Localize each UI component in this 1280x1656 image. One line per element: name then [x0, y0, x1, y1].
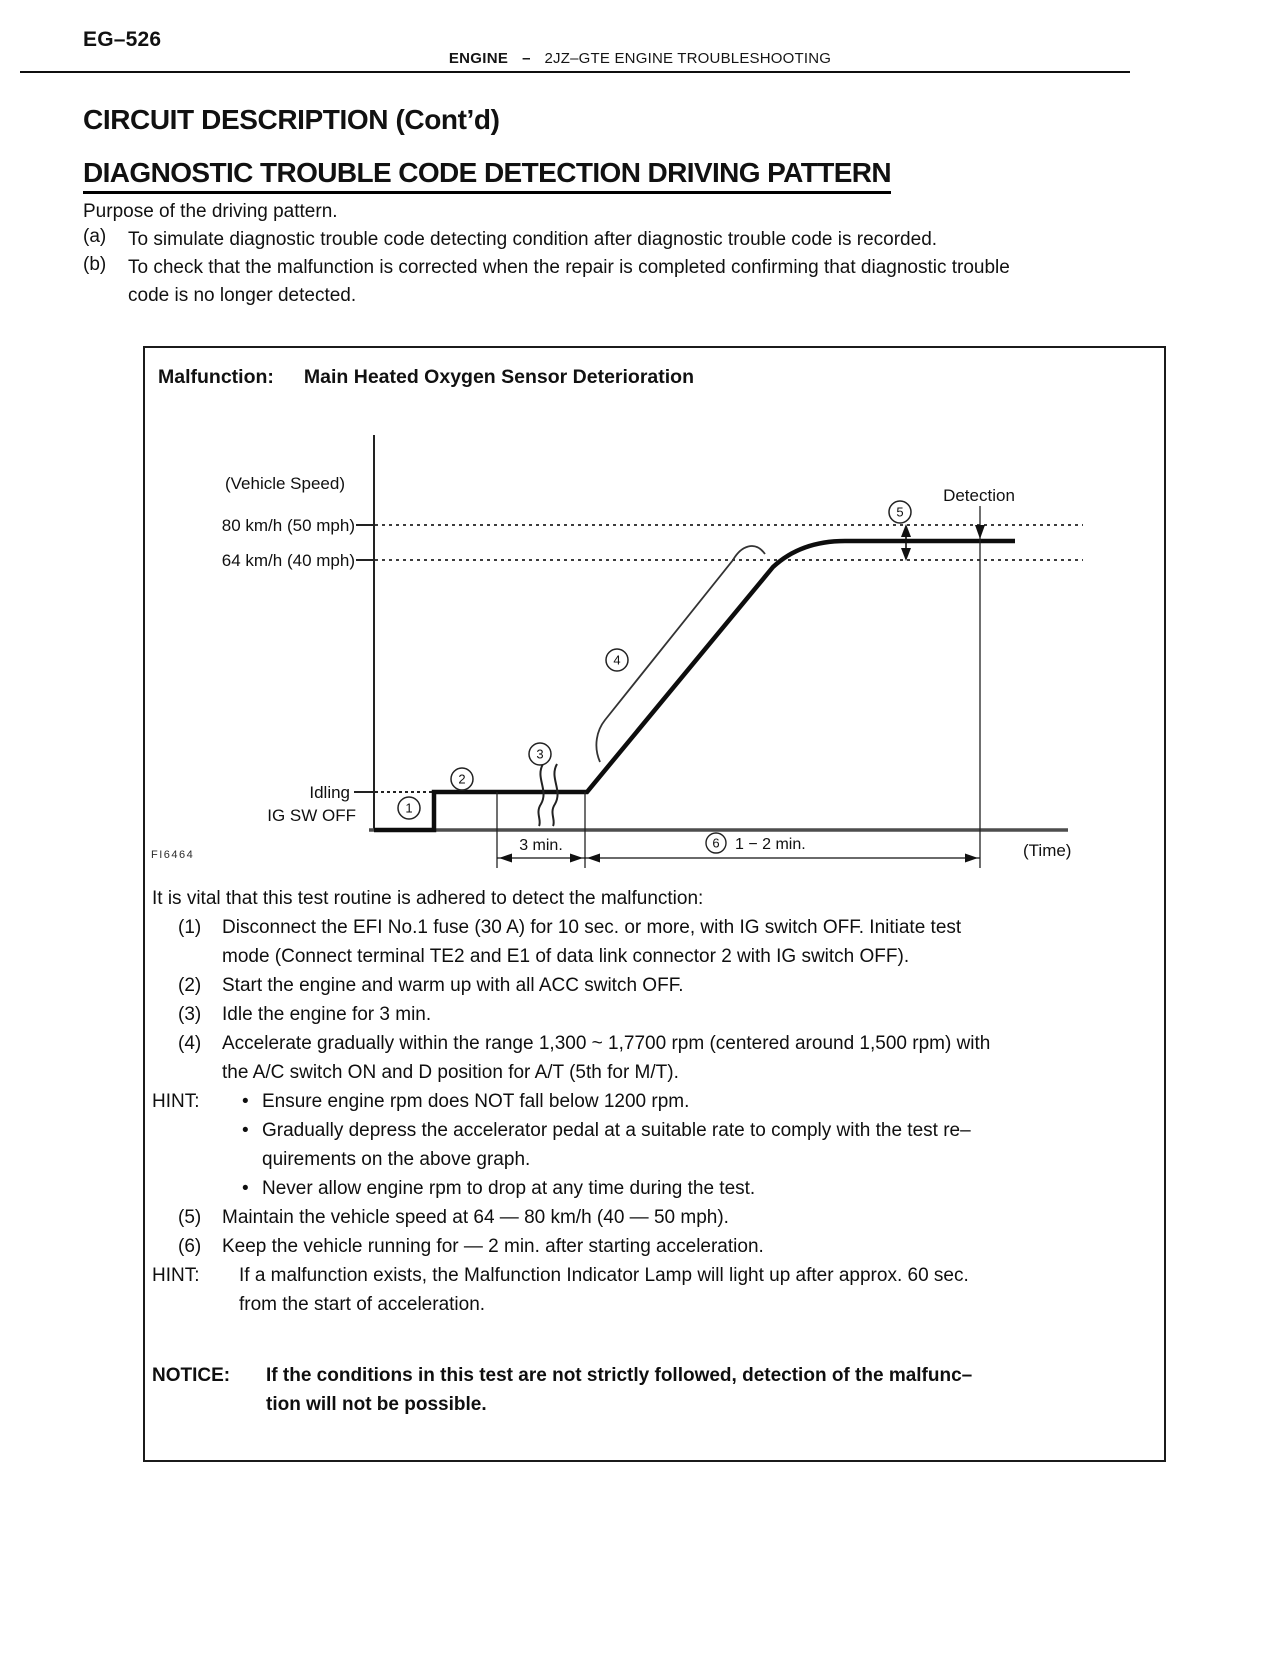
duration-idle-label: 3 min. — [519, 837, 563, 854]
idling-label: Idling — [309, 783, 350, 802]
dim-arrowhead-left — [499, 854, 512, 863]
page-title: CIRCUIT DESCRIPTION (Cont’d) — [83, 104, 500, 135]
purpose-item-a-label: (a) — [83, 226, 107, 247]
purpose-item-b-text-1: To check that the malfunction is corrected when the repair is completed confirming that diagnostic trouble — [128, 257, 1010, 278]
hint-text: If a malfunction exists, the Malfunction Indicator Lamp will light up after approx. 60 sec. — [239, 1265, 969, 1286]
svg-text:3: 3 — [536, 746, 544, 762]
notice-label: NOTICE: — [152, 1365, 231, 1386]
step-text: Idle the engine for 3 min. — [222, 1004, 432, 1025]
hint-text: quirements on the above graph. — [262, 1149, 531, 1170]
procedure-step-3 — [152, 1000, 1157, 1029]
step-label: (4) — [178, 1033, 202, 1054]
speed-80-label: 80 km/h (50 mph) — [221, 516, 355, 535]
time-axis-label: (Time) — [1023, 841, 1072, 860]
dim-arrowhead-right — [570, 854, 583, 863]
driving-pattern-chart — [143, 420, 1166, 880]
section-title-text: DIAGNOSTIC TROUBLE CODE DETECTION DRIVING PATTERN — [83, 157, 891, 194]
hint-text: Gradually depress the accelerator pedal at a suitable rate to comply with the test re– — [262, 1120, 971, 1141]
step-marker-2 — [451, 768, 473, 790]
svg-text:4: 4 — [613, 652, 621, 668]
step-text: Keep the vehicle running for — 2 min. after starting acceleration. — [222, 1236, 764, 1257]
hint-block-2 — [152, 1261, 1157, 1319]
step-text: Start the engine and warm up with all ACC switch OFF. — [222, 975, 684, 996]
hint-bullet-3 — [239, 1174, 1157, 1203]
bullet-icon: • — [242, 1091, 249, 1112]
header-rule — [20, 71, 1130, 73]
section-title — [83, 157, 891, 194]
bullet-icon: • — [242, 1120, 249, 1141]
step-marker-1 — [398, 797, 420, 819]
dim-arrowhead-right — [965, 854, 978, 863]
running-header-separator: – — [522, 50, 531, 67]
bullet-icon: • — [242, 1178, 249, 1199]
procedure-step-6 — [152, 1232, 1157, 1261]
detection-label: Detection — [943, 486, 1015, 505]
notice-block — [152, 1361, 1157, 1419]
svg-text:5: 5 — [896, 504, 904, 520]
axis-break-mark — [538, 764, 543, 826]
procedure-intro: It is vital that this test routine is adhered to detect the malfunction: — [152, 888, 704, 909]
figure-code: FI6464 — [151, 849, 195, 861]
y-axis-label: (Vehicle Speed) — [224, 474, 346, 493]
step-label: (1) — [178, 917, 202, 938]
hint-bullet-1 — [239, 1087, 1157, 1116]
purpose-item-b-text-2: code is no longer detected. — [128, 285, 357, 306]
step-text: Disconnect the EFI No.1 fuse (30 A) for 10 sec. or more, with IG switch OFF. Initiate test — [222, 917, 962, 938]
step-marker-3 — [529, 743, 551, 765]
step-label: (5) — [178, 1207, 202, 1228]
step-text: Accelerate gradually within the range 1,300 ~ 1,7700 rpm (centered around 1,500 rpm) with — [222, 1033, 991, 1054]
procedure-text — [152, 884, 1157, 1419]
procedure-step-4 — [152, 1029, 1157, 1087]
step-marker-6 — [706, 833, 726, 853]
hint-bullet-2 — [239, 1116, 1157, 1174]
duration-run-label: 1 − 2 min. — [735, 836, 806, 853]
figure-title — [158, 366, 694, 389]
step-text: Maintain the vehicle speed at 64 — 80 km/h (40 — 50 mph). — [222, 1207, 729, 1228]
step-text: mode (Connect terminal TE2 and E1 of data link connector 2 with IG switch OFF). — [222, 946, 910, 967]
svg-text:1: 1 — [405, 800, 413, 816]
procedure-step-5 — [152, 1203, 1157, 1232]
purpose-item-a-text: To simulate diagnostic trouble code detecting condition after diagnostic trouble code is recorded. — [128, 229, 938, 250]
procedure-step-1 — [152, 913, 1157, 971]
purpose-item-b-label: (b) — [83, 254, 107, 275]
dim-arrowhead-left — [587, 854, 600, 863]
hint-label: HINT: — [152, 1091, 200, 1112]
running-header — [0, 50, 1280, 67]
hint-text: Never allow engine rpm to drop at any time during the test. — [262, 1178, 756, 1199]
hint-block-1 — [152, 1087, 1157, 1203]
purpose-item-a — [83, 226, 1213, 254]
svg-text:6: 6 — [712, 835, 720, 851]
purpose-intro: Purpose of the driving pattern. — [83, 201, 338, 222]
malfunction-name: Main Heated Oxygen Sensor Deterioration — [303, 366, 695, 388]
notice-text: If the conditions in this test are not strictly followed, detection of the malfunc– — [266, 1365, 973, 1386]
speed-64-label: 64 km/h (40 mph) — [221, 551, 355, 570]
hint-label: HINT: — [152, 1265, 200, 1286]
malfunction-label: Malfunction: — [158, 366, 274, 388]
step-text: the A/C switch ON and D position for A/T (5th for M/T). — [222, 1062, 679, 1083]
svg-text:2: 2 — [458, 771, 466, 787]
purpose-block — [83, 198, 1213, 310]
step-label: (6) — [178, 1236, 202, 1257]
running-header-chapter: 2JZ–GTE ENGINE TROUBLESHOOTING — [544, 50, 832, 67]
hint-text: Ensure engine rpm does NOT fall below 1200 rpm. — [262, 1091, 690, 1112]
notice-text: tion will not be possible. — [266, 1394, 487, 1415]
step-marker-5 — [889, 501, 911, 523]
step-label: (3) — [178, 1004, 202, 1025]
procedure-step-2 — [152, 971, 1157, 1000]
step-marker-4 — [606, 649, 628, 671]
detection-arrowhead — [975, 525, 985, 539]
running-header-section: ENGINE — [448, 50, 509, 67]
hint-text: from the start of acceleration. — [239, 1294, 486, 1315]
axis-break-mark — [552, 764, 557, 826]
page-number: EG–526 — [83, 28, 162, 51]
ig-sw-off-label: IG SW OFF — [267, 806, 356, 825]
step-label: (2) — [178, 975, 202, 996]
purpose-item-b — [83, 254, 1213, 310]
